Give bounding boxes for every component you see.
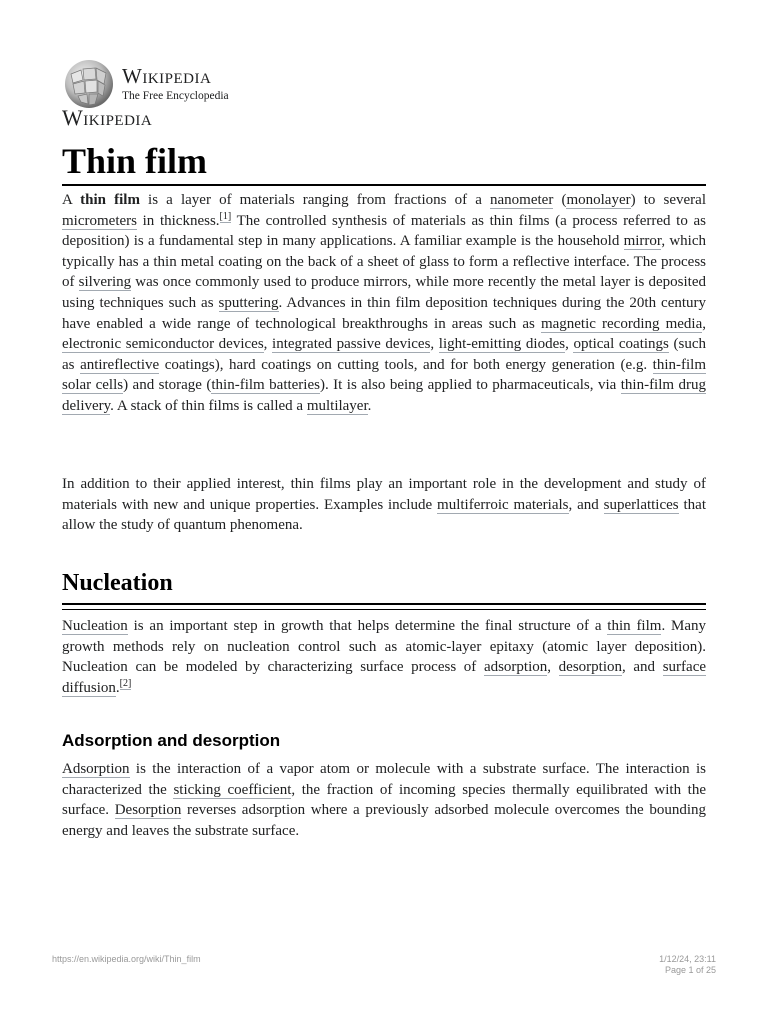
nucleation-paragraph: Nucleation is an important step in growth that helps determine the final structure of a thin film. Many growth methods rely on nucleation control such as atomic-layer epitaxy (atomic layer deposition). Nucleation can be modeled by characterizing surface process of adsorption, desorption, and surface diffusion.[2] xyxy=(62,618,707,696)
intro-paragraph-1: A thin film is a layer of materials ranging from fractions of a nanometer (monolayer) to several micrometers in thickness.[1] The controlled synthesis of materials as thin films (a process referred to as deposition) is a fundamental step in many applications. A familiar example is the household mirror, which typically has a thin metal coating on the back of a sheet of glass to form a reflective interface. The process of silvering was once commonly used to produce mirrors, while more recently the metal layer is deposited using techniques such as sputtering. Advances in thin film deposition techniques during the 20th century have enabled a wide range of technological breakthroughs in areas such as magnetic recording media, electronic semiconductor devices, integrated passive devices, light-emitting diodes, optical coatings (such as antireflective coatings), hard coatings on cutting tools, and for both energy generation (e.g. thin-film solar cells) and storage (thin-film batteries). It is also being applied to pharmaceuticals, via thin-film drug delivery. A stack of thin films is called a multilayer. xyxy=(62,192,707,414)
article-link[interactable]: multiferroic materials xyxy=(437,496,569,513)
article-link[interactable]: desorption xyxy=(558,659,622,676)
article-link[interactable]: sputtering xyxy=(218,294,279,311)
wordmark-title: Wikipedia xyxy=(122,64,212,88)
wordmark-tagline: The Free Encyclopedia xyxy=(122,90,229,102)
article-link[interactable]: light-emitting diodes xyxy=(438,336,566,353)
subsection-heading-adsorption: Adsorption and desorption xyxy=(62,731,281,750)
footer-meta xyxy=(659,954,716,976)
footer-url: https://en.wikipedia.org/wiki/Thin_film xyxy=(52,954,201,964)
footer-page-number: Page 1 of 25 xyxy=(664,965,716,975)
article-link[interactable]: thin-film drug delivery xyxy=(62,377,707,414)
article-link[interactable]: monolayer xyxy=(566,192,631,208)
section-divider-nucleation-bottom xyxy=(62,609,706,610)
article-link[interactable]: nanometer xyxy=(490,192,554,208)
wordmark-secondary[interactable]: Wikipedia xyxy=(62,105,153,130)
article-link[interactable]: mirror xyxy=(623,233,662,250)
article-link[interactable]: sticking coefficient xyxy=(173,781,292,798)
citation-link[interactable]: [2] xyxy=(119,677,132,689)
article-link[interactable]: Desorption xyxy=(114,802,182,819)
intro-paragraph-2: In addition to their applied interest, thin films play an important role in the development and study of materials with new and unique properties. Examples include multiferroic materials, and superlattices that allow the study of quantum phenomena. xyxy=(62,476,706,534)
article-link[interactable]: antireflective xyxy=(80,356,160,373)
article-link[interactable]: Nucleation xyxy=(62,618,128,634)
article-link[interactable]: multilayer xyxy=(306,397,368,414)
wikipedia-globe-icon xyxy=(62,58,116,110)
section-divider-nucleation-top xyxy=(62,603,706,605)
article-link[interactable]: thin-film batteries xyxy=(211,377,320,394)
section-heading-nucleation: Nucleation xyxy=(62,570,173,596)
title-divider xyxy=(62,184,706,186)
citation-link[interactable]: [1] xyxy=(219,210,232,222)
article-link[interactable]: adsorption xyxy=(483,659,548,676)
article-link[interactable]: magnetic recording media xyxy=(540,315,703,332)
article-link[interactable]: micrometers xyxy=(62,212,137,229)
article-link[interactable]: thin film xyxy=(607,618,662,634)
page-title: Thin film xyxy=(62,141,208,181)
article-link[interactable]: surface diffusion xyxy=(62,659,707,696)
article-link[interactable]: integrated passive devices xyxy=(272,336,431,353)
article-link[interactable]: superlattices xyxy=(603,496,679,513)
wikipedia-logo[interactable] xyxy=(62,58,229,110)
adsorption-paragraph: Adsorption is the interaction of a vapor atom or molecule with a substrate surface. The interaction is characterized the sticking coefficient, the fraction of incoming species thermally equilibrated with the surface. Desorption reverses adsorption where a previously adsorbed molecule overcomes the bounding energy and leaves the substrate surface. xyxy=(62,761,706,839)
article-link[interactable]: thin-film solar cells xyxy=(62,356,706,394)
article-link[interactable]: Adsorption xyxy=(62,761,130,777)
article-link[interactable]: silvering xyxy=(78,274,132,291)
bold-term: thin film xyxy=(80,192,140,208)
article-link[interactable]: electronic semiconductor devices xyxy=(62,336,264,353)
article-link[interactable]: optical coatings xyxy=(573,336,669,353)
footer-datetime: 1/12/24, 23:11 xyxy=(659,954,716,964)
